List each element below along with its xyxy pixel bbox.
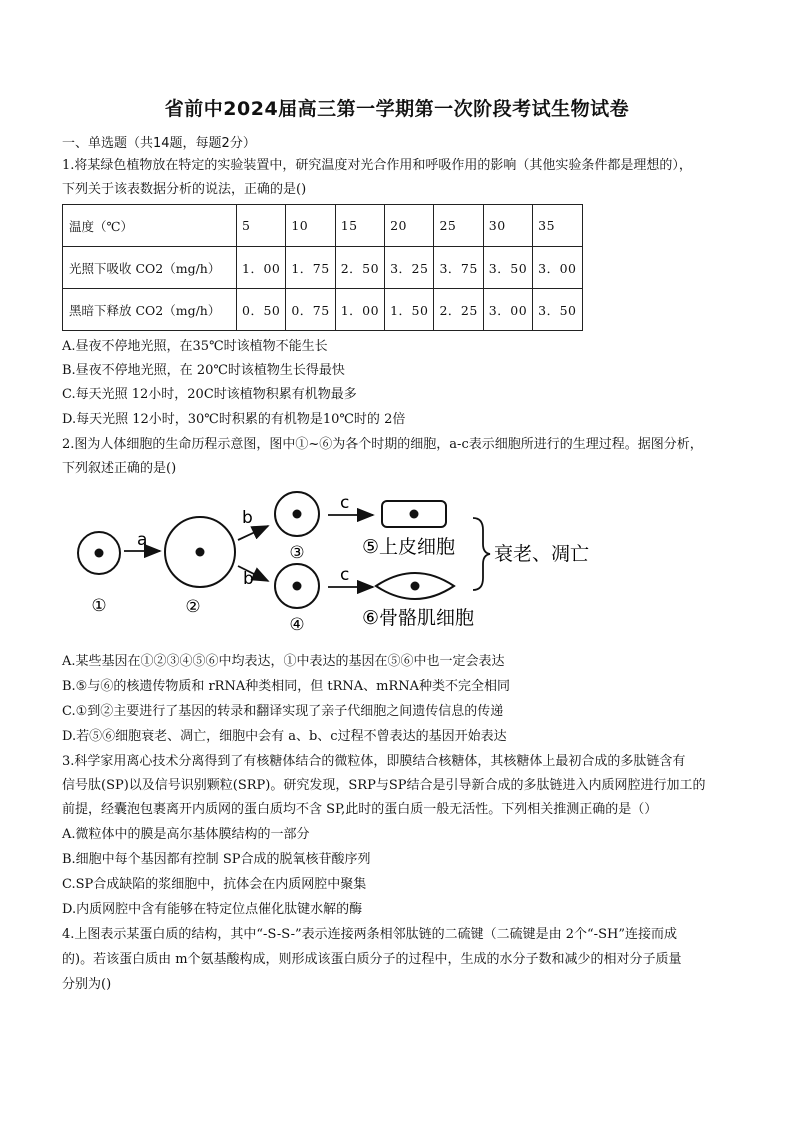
table-cell: 1．00	[237, 247, 286, 289]
cell-2	[165, 517, 235, 587]
table-cell: 2．25	[434, 289, 483, 331]
q3-stem-line1: 3.科学家用离心技术分离得到了有核糖体结合的微粒体，即膜结合核糖体，其核糖体上最初合成的多肽链含有	[62, 754, 686, 769]
table-cell: 10	[286, 205, 335, 247]
process-c-label-upper: c	[340, 493, 350, 513]
table-cell: 3．00	[483, 289, 532, 331]
process-c-label-lower: c	[340, 565, 350, 585]
q2-option-d: D.若⑤⑥细胞衰老、凋亡，细胞中会有 a、b、c过程不曾表达的基因开始表达	[62, 729, 507, 744]
q1-option-d: D.每天光照 12小时，30℃时积累的有机物是10℃时的 2倍	[62, 412, 406, 427]
q3-option-b: B.细胞中每个基因都有控制 SP合成的脱氧核苷酸序列	[62, 852, 371, 867]
q2-option-c: C.①到②主要进行了基因的转录和翻译实现了亲子代细胞之间遗传信息的传递	[62, 704, 504, 719]
table-cell: 0．75	[286, 289, 335, 331]
table-row	[63, 205, 583, 247]
table-cell: 20	[385, 205, 434, 247]
q4-stem-line3: 分别为()	[62, 977, 112, 992]
q3-option-c: C.SP合成缺陷的浆细胞中，抗体会在内质网腔中聚集	[62, 877, 367, 892]
cell-4-label: ④	[289, 615, 305, 635]
table-cell: 3．50	[533, 289, 582, 331]
q4-stem-line1: 4.上图表示某蛋白质的结构，其中“-S-S-”表示连接两条相邻肽链的二硫键（二硫键是由 2个“-SH”连接而成	[62, 927, 677, 942]
table-cell: 5	[237, 205, 286, 247]
epithelial-cell	[382, 501, 446, 527]
q1-stem-line1: 1.将某绿色植物放在特定的实验装置中，研究温度对光合作用和呼吸作用的影响（其他实验条件都是理想的），	[62, 158, 692, 173]
q3-stem-line2: 信号肽(SP)以及信号识别颗粒(SRP)。研究发现，SRP与SP结合是引导新合成的多肽链进入内质网腔进行加工的	[62, 778, 706, 793]
table-row-label: 温度（℃）	[63, 205, 237, 247]
q1-option-b: B.昼夜不停地光照，在 20℃时该植物生长得最快	[62, 363, 345, 378]
cell-5-label: ⑤上皮细胞	[362, 536, 456, 558]
q3-stem-line3: 前提，经囊泡包裹离开内质网的蛋白质均不含 SP,此时的蛋白质一般无活性。下列相关推测正确的是（）	[62, 802, 658, 817]
table-row	[63, 289, 583, 331]
table-cell: 15	[335, 205, 384, 247]
process-b-label-lower: b	[243, 569, 254, 589]
cell-3	[275, 492, 319, 536]
process-b-label-upper: b	[242, 508, 253, 528]
table-cell: 35	[533, 205, 582, 247]
q2-option-b: B.⑤与⑥的核遗传物质和 rRNA种类相同，但 tRNA、mRNA种类不完全相同	[62, 679, 511, 694]
table-cell: 0．50	[237, 289, 286, 331]
table-cell: 25	[434, 205, 483, 247]
bracket	[473, 518, 490, 590]
q2-stem-line1: 2.图为人体细胞的生命历程示意图，图中①~⑥为各个时期的细胞，a-c表示细胞所进行的生理过程。据图分析，	[62, 437, 703, 452]
cell-2-label: ②	[185, 597, 201, 617]
process-a-label: a	[137, 530, 148, 550]
q2-stem-line2: 下列叙述正确的是()	[62, 461, 177, 476]
q1-option-c: C.每天光照 12小时，20C时该植物积累有机物最多	[62, 387, 357, 402]
table-cell: 3．00	[533, 247, 582, 289]
table-cell: 30	[483, 205, 532, 247]
cell-lifecycle-diagram	[70, 486, 630, 636]
cell-3-label: ③	[289, 543, 305, 563]
q1-option-a: A.昼夜不停地光照，在35℃时该植物不能生长	[62, 339, 328, 354]
table-cell: 3．50	[483, 247, 532, 289]
skeletal-muscle-cell	[376, 573, 454, 599]
cell-6-label: ⑥骨骼肌细胞	[362, 607, 475, 629]
table-cell: 1．50	[385, 289, 434, 331]
table-cell: 3．25	[385, 247, 434, 289]
exam-title: 省前中2024届高三第一学期第一次阶段考试生物试卷	[164, 98, 630, 120]
q1-data-table	[62, 204, 583, 331]
table-row-label: 黑暗下释放 CO2（mg/h）	[63, 289, 237, 331]
table-cell: 1．00	[335, 289, 384, 331]
bracket-label: 衰老、凋亡	[494, 543, 590, 565]
table-cell: 1．75	[286, 247, 335, 289]
q1-stem-line2: 下列关于该表数据分析的说法，正确的是()	[62, 182, 307, 197]
cell-4	[275, 564, 319, 608]
q4-stem-line2: 的)。若该蛋白质由 m个氨基酸构成，则形成该蛋白质分子的过程中，生成的水分子数和减少的相对分子质量	[62, 952, 682, 967]
arrow-b-upper	[238, 526, 268, 540]
table-cell: 3．75	[434, 247, 483, 289]
q3-option-d: D.内质网腔中含有能够在特定位点催化肽键水解的酶	[62, 902, 363, 917]
section-heading: 一、单选题（共14题，每题2分）	[62, 136, 256, 151]
table-row-label: 光照下吸收 CO2（mg/h）	[63, 247, 237, 289]
table-row	[63, 247, 583, 289]
cell-1-label: ①	[91, 596, 107, 616]
q2-option-a: A.某些基因在①②③④⑤⑥中均表达，①中表达的基因在⑤⑥中也一定会表达	[62, 654, 505, 669]
cell-1	[78, 532, 120, 574]
q3-option-a: A.微粒体中的膜是高尔基体膜结构的一部分	[62, 827, 310, 842]
table-cell: 2．50	[335, 247, 384, 289]
